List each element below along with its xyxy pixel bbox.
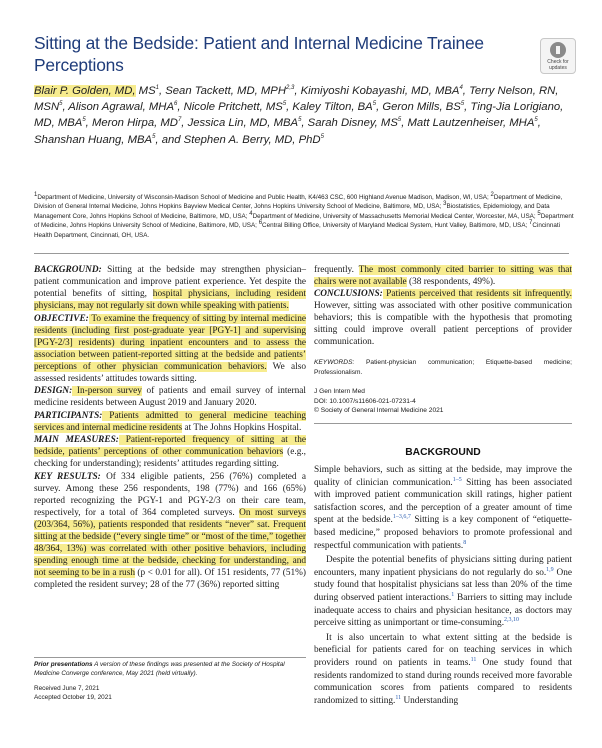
affiliations: 1Department of Medicine, University of Wisconsin-Madison School of Medicine and Public Health, K4/463 CSC, 600 Highland Avenue Madison, Madison, WI, USA; 2Department of Medicine, Division of General Internal Medicine, Johns Hopkins Bayview Medical Center, Johns Hopkins University School of Medicine, Baltimore, MD, USA; 3Biostatistics, Epidemiology, and Data Management Core, Johns Hopkins School of Medicine, Baltimore, MD, USA; 4Department of Medicine, University of Massachusetts Memorial Medical Center, Worcester, MA, USA; 5Department of Medicine, Johns Hopkins University School of Medicine, Baltimore, MD, USA; 6Central Billing Office, University of Maryland Medical System, Hunt Valley, Baltimore, MD, USA; 7Cincinnati Health Department, Cincinnati, OH, USA. (34, 191, 574, 239)
article-meta (314, 387, 572, 416)
citation-link[interactable]: 11 (395, 694, 402, 701)
paragraph: Simple behaviors, such as sitting at the bedside, may improve the quality of clinician communication.$^{1-5}$ Sitting has been associated with improved patient communication skill ratings, higher patient satisfaction scores, and the perception of a greater amount of time spent at the bedside.$^{1-3,6,7}$ Sitting is a key component of “etiquette-based medicine,” proposed behaviors to promote professional and respectful communication with patients.$^8$ (314, 465, 573, 551)
keywords: KEYWORDS: Patient-physician communication; Etiquette-based medicine; Professionalism. (314, 359, 572, 376)
check-for-updates-badge[interactable] (540, 38, 576, 74)
abstract-design: DESIGN: In-person survey of patients and email survey of internal medicine residents between August 2019 and January 2020. (34, 386, 307, 408)
paragraph: Despite the potential benefits of physicians sitting during patient encounters, many inpatient physicians do not regularly do so.$^{1,9}$ One study found that hospitalist physicians sat less than 20% of the time during observed patient interactions.$^1$ Barriers to sitting may include inadequate access to chairs and physician hesitance, as doctors may perceive sitting as unimportant or time-consuming.$^{2,3,10}$ (314, 555, 572, 629)
divider (34, 253, 569, 254)
citation-link[interactable]: 1 (451, 591, 455, 598)
abstract-participants: PARTICIPANTS: Patients admitted to general medicine teaching services and internal medicine residents at The Johns Hopkins Hospital. (34, 410, 306, 433)
author-list: Blair P. Golden, MD, $MS^1$, Sean Tackett, MD, MPH$^{2,3}$, Kimiyoshi Kobayashi, MD, MBA$^4$, Terry Nelson, RN, MSN$^5$, Alison Agrawal, MHA$^6$, Nicole Pritchett, $MS^5$, Kaley Tilton, $BA^5$, Geron Mills, $BS^5$, Ting-Jia Lorigiano, MD, MBA$^5$, Meron Hirpa, $MD^7$, Jessica Lin, MD, MBA$^5$, Sarah Disney, $MS^5$, Matt Lautzenheiser, MHA$^5$, Shanshan Huang, MBA$^5$, and Stephen A. Berry, MD, PhD$^5$ (34, 85, 564, 146)
prior-presentations: Prior presentations A version of these findings was presented at the Society of Hospital Medicine Converge conference, May 2021 (held virtually). (34, 661, 285, 678)
footnote (34, 660, 306, 703)
doi-link[interactable]: DOI: 10.1007/s11606-021-07231-4 (314, 397, 416, 405)
citation-link[interactable]: 1–3,6,7 (392, 514, 411, 521)
abstract-conclusions: CONCLUSIONS: Patients perceived that residents sit infrequently. However, sitting was associated with other positive communication behaviors; this is compatible with the hypothesis that promoting sitting could improve overall patient perceptions of provider communication. (314, 289, 572, 347)
divider (34, 657, 306, 658)
citation-link[interactable]: 1–5 (452, 476, 462, 483)
paragraph: It is also uncertain to what extent sitting at the bedside is beneficial for patients cared for on teaching services in which providers round on patients in teams.$^{11}$ One study found that residents randomized to stand during rounds received more favorable communication scores from patients compared to residents randomized to sitting.$^{11}$ Understanding (314, 632, 572, 706)
abstract-results: KEY RESULTS: Of 334 eligible patients, 256 (76%) completed a survey. Among these 256 respondents, 198 (77%) and 166 (65%) reported recognizing the PGY-1 and PGY-2/3 on their care team, respectively, for a total of 364 completed surveys. On most surveys (203/364, 56%), patients responded that residents “never” sat. Frequent sitting at the bedside (“every single time” or “most of the time,” together 48/364, 13%) was correlated with other positive behaviors, including spending enough time at the bedside, checking for understanding, and not seeming to be in a rush (p < 0.01 for all). Of 151 residents, 77 (51%) completed the resident survey; 28 of the 77 (36%) reported sitting (34, 471, 307, 590)
check-for-updates-icon (550, 42, 566, 58)
body-text (314, 464, 572, 709)
check-for-updates-label: Check for updates (547, 59, 569, 71)
citation-link[interactable]: 1,9 (546, 566, 554, 573)
section-heading: BACKGROUND (405, 447, 481, 458)
abstract-objective: OBJECTIVE: To examine the frequency of sitting by internal medicine residents (including first post-graduate year [PGY-1] and supervising [PGY-2/3] residents) during inpatient encounters and to assess the association between patient-reported sitting at the bedside and patients’ perceptions of other physician communication behaviors. We also assessed residents’ attitudes towards sitting. (34, 313, 306, 384)
citation-link[interactable]: 8 (463, 539, 467, 546)
copyright: © Society of General Internal Medicine 2021 (314, 407, 444, 414)
abstract-left (34, 264, 306, 591)
citation-link[interactable]: 11 (470, 656, 477, 663)
divider (314, 423, 572, 424)
abstract-measures: MAIN MEASURES: Patient-reported frequency of sitting at the bedside, patients’ perceptions of other communication behaviors (e.g., checking for understanding); residents’ attitudes regarding sitting. (34, 435, 306, 469)
received-date: Received June 7, 2021 (34, 684, 100, 692)
highlighted-author: Blair P. Golden, MD, (34, 85, 136, 97)
abstract-right (314, 264, 572, 416)
journal-name: J Gen Intern Med (314, 388, 365, 395)
accepted-date: Accepted October 19, 2021 (34, 694, 112, 702)
abstract-results-cont: frequently. The most commonly cited barrier to sitting was that chairs were not available (38 respondents, 49%). (314, 265, 572, 287)
abstract-background: BACKGROUND: Sitting at the bedside may strengthen physician–patient communication and improve patient experience. Yet despite the potential benefits of sitting, hospital physicians, including resident physicians, may not regularly sit down while speaking with patients. (34, 265, 306, 311)
article-title: Sitting at the Bedside: Patient and Internal Medicine Trainee Perceptions (34, 33, 484, 75)
citation-link[interactable]: 2,3,10 (504, 617, 520, 624)
